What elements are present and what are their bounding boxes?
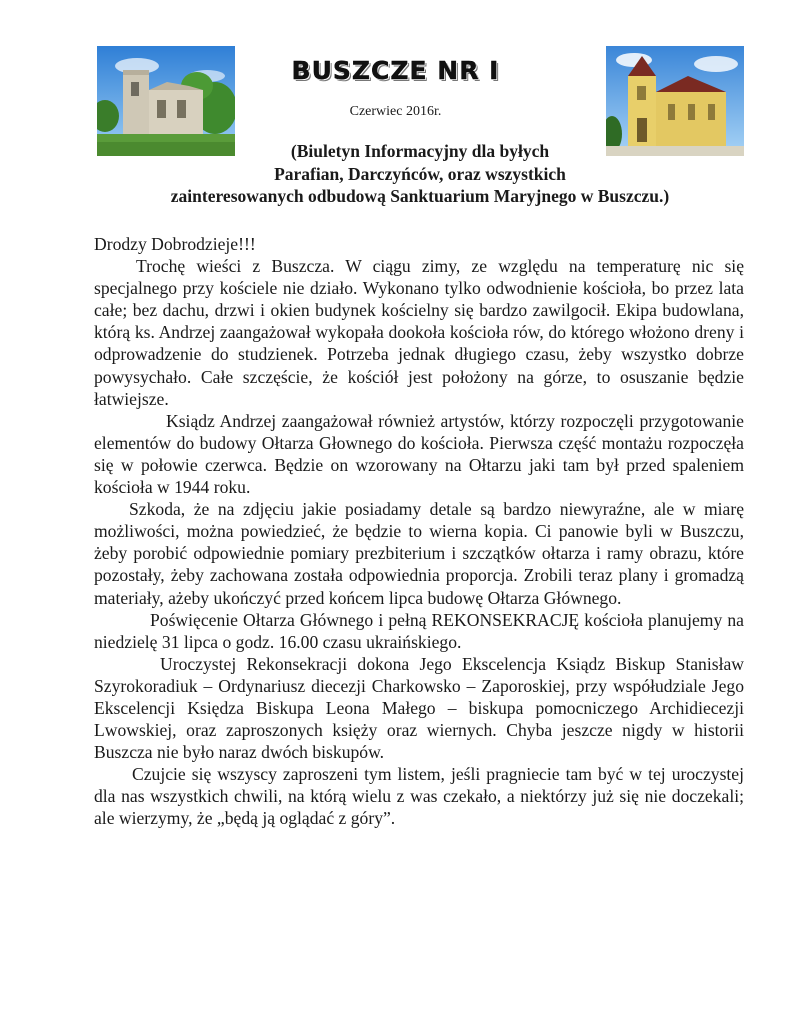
- paragraph: Uroczystej Rekonsekracji dokona Jego Ekscelencja Ksiądz Biskup Stanisław Szyrokoradiuk – Ordynariusz diecezji Charkowsko – Zaporoskiej, przy współudziale Jego Ekscelencji Księdza Biskupa Leona Małego – biskupa pomocniczego Archidiecezji Lwowskiej, oraz zaproszonych księży oraz wiernych. Chyba jeszcze nigdy w historii Buszcza nie było naraz dwóch biskupów.: [94, 653, 744, 763]
- paragraph: Czujcie się wszyscy zaproszeni tym listem, jeśli pragniecie tam być w tej uroczystej dla nas wszystkich chwili, na którą wielu z was czekało, a niektórzy już się nie doczekali; ale wierzymy, że „będą ją oglądać z góry”.: [94, 764, 744, 829]
- newsletter-title: BUSZCZE NR I: [291, 56, 500, 85]
- newsletter-subtitle: [95, 140, 745, 208]
- paragraph: Poświęcenie Ołtarza Głównego i pełną REKONSEKRACJĘ kościoła planujemy na niedzielę 31 lipca o godz. 16.00 czasu ukraińskiego.: [94, 609, 744, 652]
- letter-body: [94, 233, 744, 830]
- paragraph: Trochę wieści z Buszcza. W ciągu zimy, ze względu na temperaturę nic się specjalnego przy kościele nie działo. Wykonano tylko odwodnienie kościoła, bo przez lata całe; bez dachu, drzwi i okien budynek kościelny się bardzo zawilgocił. Ekipa budowlana, którą ks. Andrzej zaangażował wykopała dookoła kościoła rów, do którego włożono dreny i odprowadzenie do studzienek. Potrzeba jednak długiego czasu, żeby wszystko dobrze powysychało. Całe szczęście, że kościół jest położony na górze, to osuszanie będzie łatwiejsze.: [94, 256, 744, 409]
- issue-date: Czerwiec 2016r.: [349, 104, 442, 119]
- subtitle-line: Parafian, Darczyńców, oraz wszystkich: [274, 163, 566, 184]
- subtitle-line: zainteresowanych odbudową Sanktuarium Maryjnego w Buszczu.): [170, 186, 670, 206]
- paragraph: Ksiądz Andrzej zaangażował również artystów, którzy rozpoczęli przygotowanie elementów do budowy Ołtarza Głownego do kościoła. Pierwsza część montażu rozpoczęła się w połowie czerwca. Będzie on wzorowany na Ołtarzu jaki tam był przed spaleniem kościoła w 1944 roku.: [94, 410, 744, 498]
- greeting: Drodzy Dobrodzieje!!!: [94, 234, 256, 254]
- subtitle-line: (Biuletyn Informacyjny dla byłych: [290, 141, 550, 161]
- paragraph: Szkoda, że na zdjęciu jakie posiadamy detale są bardzo niewyraźne, ale w miarę możliwości, można powiedzieć, że będzie to wierna kopia. Ci panowie byli w Buszczu, żeby porobić odpowiednie pomiary prezbiterium i szczątków ołtarza i ramy obrazu, które pozostały, żeby zachowana została odpowiednia proporcja. Zrobili teraz plany i gromadzą materiały, ażeby ukończyć przed końcem lipca budowę Ołtarza Głównego.: [94, 499, 744, 608]
